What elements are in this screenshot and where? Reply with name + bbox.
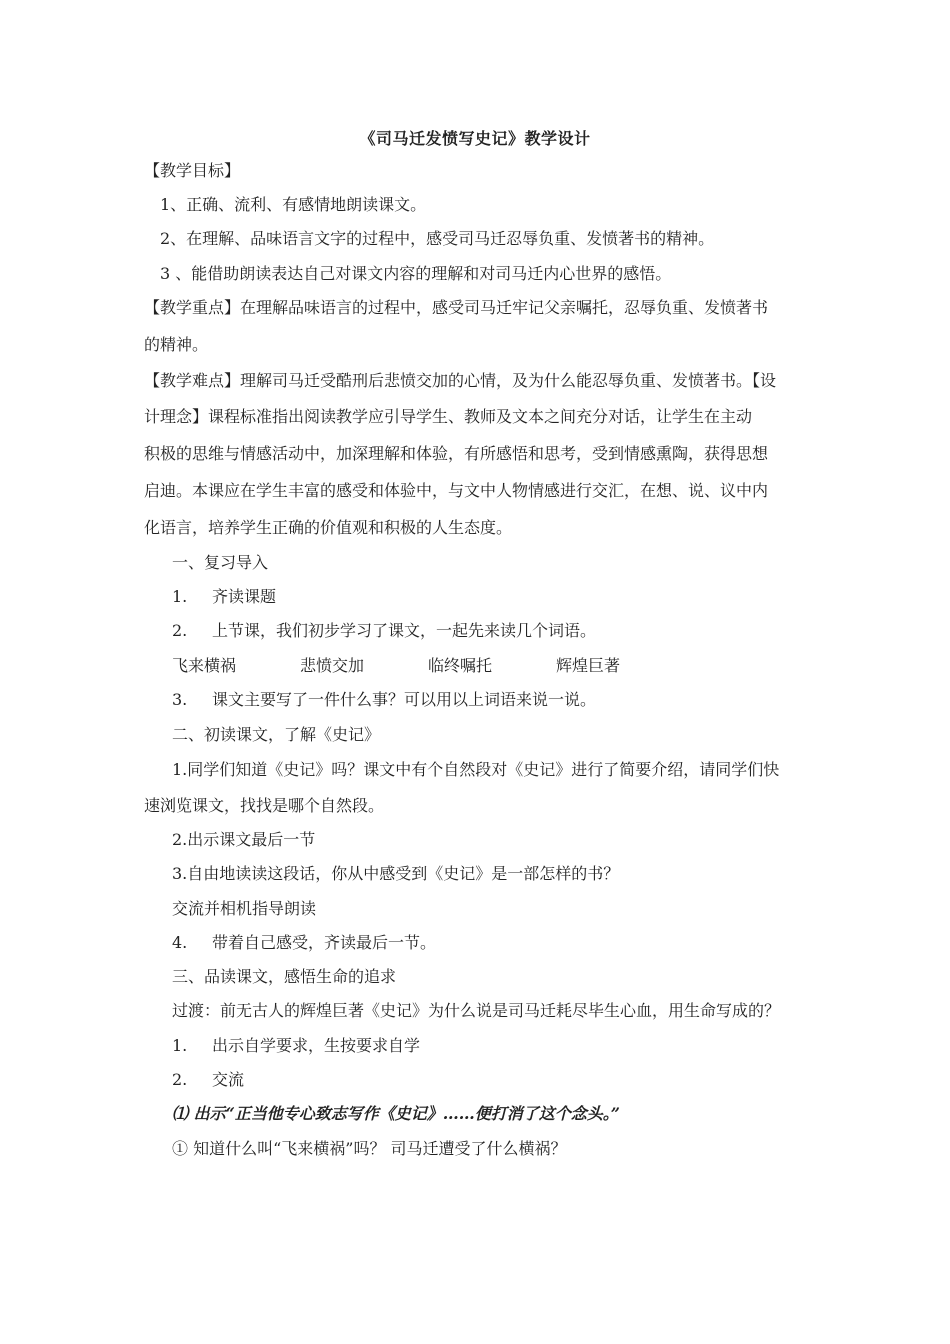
item-text: 交流: [212, 1070, 245, 1089]
section3-transition: 过渡：前无古人的辉煌巨著《史记》为什么说是司马迁耗尽毕生心血，用生命写成的？: [172, 1001, 781, 1020]
word-item: 悲愤交加: [300, 656, 365, 675]
item-number: 2.: [172, 621, 188, 640]
section2-item-4: [172, 932, 436, 954]
word-item: 临终嘱托: [428, 656, 493, 675]
item-number: 1.: [172, 587, 188, 606]
section3-question: ① 知道什么叫“飞来横祸”吗？ 司马迁遭受了什么横祸？: [172, 1139, 567, 1158]
section1-heading: 一、复习导入: [172, 553, 269, 572]
section2-item-2: 2.出示课文最后一节: [172, 830, 316, 849]
difficulty-line-2: 计理念】课程标准指出阅读教学应引导学生、教师及文本之间充分对话，让学生在主动: [144, 407, 753, 426]
word-list: [172, 655, 620, 677]
difficulty-line-3: 积极的思维与情感活动中，加深理解和体验，有所感悟和思考，受到情感熏陶，获得思想: [144, 444, 769, 463]
difficulty-line-1: 【教学难点】理解司马迁受酷刑后悲愤交加的心情，及为什么能忍辱负重、发愤著书。【设: [144, 371, 777, 390]
section2-item-1-line-1: 1.同学们知道《史记》吗？课文中有个自然段对《史记》进行了简要介绍，请同学们快: [172, 760, 780, 779]
section2-item-1-line-2: 速浏览课文，找找是哪个自然段。: [144, 796, 385, 815]
section1-item-1: [172, 586, 276, 608]
item-text: 带着自己感受，齐读最后一节。: [212, 933, 437, 952]
section3-item-1: [172, 1035, 420, 1057]
objectives-heading: 【教学目标】: [144, 161, 241, 180]
item-number: 4.: [172, 933, 188, 952]
item-text: 上节课，我们初步学习了课文，一起先来读几个词语。: [212, 621, 597, 640]
word-item: 飞来横祸: [172, 656, 237, 675]
difficulty-line-4: 启迪。本课应在学生丰富的感受和体验中，与文中人物情感进行交汇，在想、说、议中内: [144, 481, 769, 500]
section2-item-3: 3.自由地读读这段话，你从中感受到《史记》是一部怎样的书？: [172, 864, 620, 883]
section3-heading: 三、品读课文，感悟生命的追求: [172, 967, 397, 986]
word-item: 辉煌巨著: [556, 656, 621, 675]
section3-item-2: [172, 1069, 244, 1091]
section2-heading: 二、初读课文，了解《史记》: [172, 725, 381, 744]
section2-exchange: 交流并相机指导朗读: [172, 899, 317, 918]
item-number: 2.: [172, 1070, 188, 1089]
difficulty-line-5: 化语言，培养学生正确的价值观和积极的人生态度。: [144, 518, 513, 537]
item-text: 出示自学要求，生按要求自学: [212, 1036, 421, 1055]
item-number: 1.: [172, 1036, 188, 1055]
objective-3: 3 、能借助朗读表达自己对课文内容的理解和对司马迁内心世界的感悟。: [160, 264, 672, 283]
key-point-line-2: 的精神。: [144, 335, 209, 354]
item-number: 3.: [172, 690, 188, 709]
section3-quote: ⑴ 出示“正当他专心致志写作《史记》……便打消了这个念头。”: [172, 1104, 620, 1123]
document-title: 《司马迁发愤写史记》教学设计: [359, 129, 591, 148]
item-text: 课文主要写了一件什么事？可以用以上词语来说一说。: [212, 690, 597, 709]
key-point-line-1: 【教学重点】在理解品味语言的过程中，感受司马迁牢记父亲嘱托，忍辱负重、发愤著书: [144, 298, 769, 317]
objective-1: 1、正确、流利、有感情地朗读课文。: [160, 195, 427, 214]
item-text: 齐读课题: [212, 587, 277, 606]
section1-item-3: [172, 689, 596, 711]
objective-2: 2、在理解、品味语言文字的过程中，感受司马迁忍辱负重、发愤著书的精神。: [160, 229, 715, 248]
section1-item-2: [172, 620, 596, 642]
